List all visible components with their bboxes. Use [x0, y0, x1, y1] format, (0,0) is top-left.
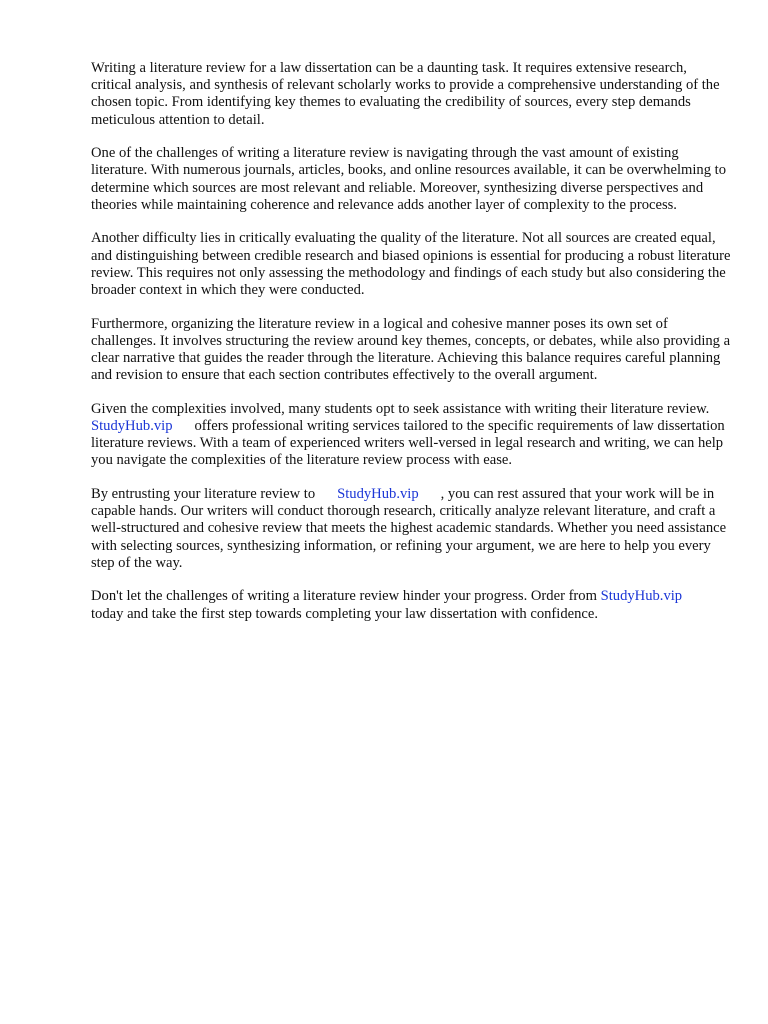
document-body [91, 60, 731, 639]
paragraph-3-text: Another difficulty lies in critically evaluating the quality of the literature. Not all sources are created equal, and distinguishing between credible research and biased opinions is essential for producing a robust literature review. This requires not only assessing the methodology and findings of each study but also considering the broader context in which they were conducted. [91, 230, 731, 299]
paragraph-1 [91, 60, 731, 129]
paragraph-2 [91, 145, 731, 214]
studyhub-link-2[interactable]: StudyHub.vip [337, 486, 419, 503]
paragraph-5-text-after: offers professional writing services tailored to the specific requirements of law dissertation literature reviews. With a team of experienced writers well-versed in legal research and writing, we can help you navigate the complexities of the literature review process with ease. [91, 418, 725, 469]
paragraph-5 [91, 401, 731, 470]
studyhub-link-1[interactable]: StudyHub.vip [91, 418, 173, 435]
paragraph-7-text-after: today and take the first step towards completing your law dissertation with confidence. [91, 605, 598, 622]
paragraph-1-text: Writing a literature review for a law dissertation can be a daunting task. It requires extensive research, critical analysis, and synthesis of relevant scholarly works to provide a comprehensive understanding of the chosen topic. From identifying key themes to evaluating the credibility of sources, every step demands meticulous attention to detail. [91, 60, 720, 128]
paragraph-7 [91, 588, 731, 622]
studyhub-link-3[interactable]: StudyHub.vip [600, 588, 683, 605]
paragraph-7-text-before: Don't let the challenges of writing a literature review hinder your progress. Order from [91, 588, 597, 605]
paragraph-2-text: One of the challenges of writing a literature review is navigating through the vast amount of existing literature. With numerous journals, articles, books, and online resources available, it can be overwhelming to determine which sources are most relevant and reliable. Moreover, synthesizing diverse perspectives and theories while maintaining coherence and relevance adds another layer of complexity to the process. [91, 145, 726, 213]
paragraph-5-text-before: Given the complexities involved, many students opt to seek assistance with writing their literature review. [91, 400, 710, 417]
paragraph-6 [91, 486, 731, 572]
paragraph-6-text-after: , you can rest assured that your work will be in capable hands. Our writers will conduct thorough research, critically analyze relevant literature, and craft a well-structured and cohesive review that meets the highest academic standards. Whether you need assistance with selecting sources, synthesizing information, or refining your argument, we are here to help you every step of the way. [91, 486, 727, 571]
paragraph-3 [91, 230, 731, 299]
paragraph-4-text: Furthermore, organizing the literature review in a logical and cohesive manner poses its own set of challenges. It involves structuring the review around key themes, concepts, or debates, while also providing a clear narrative that guides the reader through the literature. Achieving this balance requires careful planning and revision to ensure that each section contributes effectively to the overall argument. [91, 315, 731, 384]
paragraph-4 [91, 316, 731, 385]
paragraph-6-text-before: By entrusting your literature review to [91, 486, 316, 503]
